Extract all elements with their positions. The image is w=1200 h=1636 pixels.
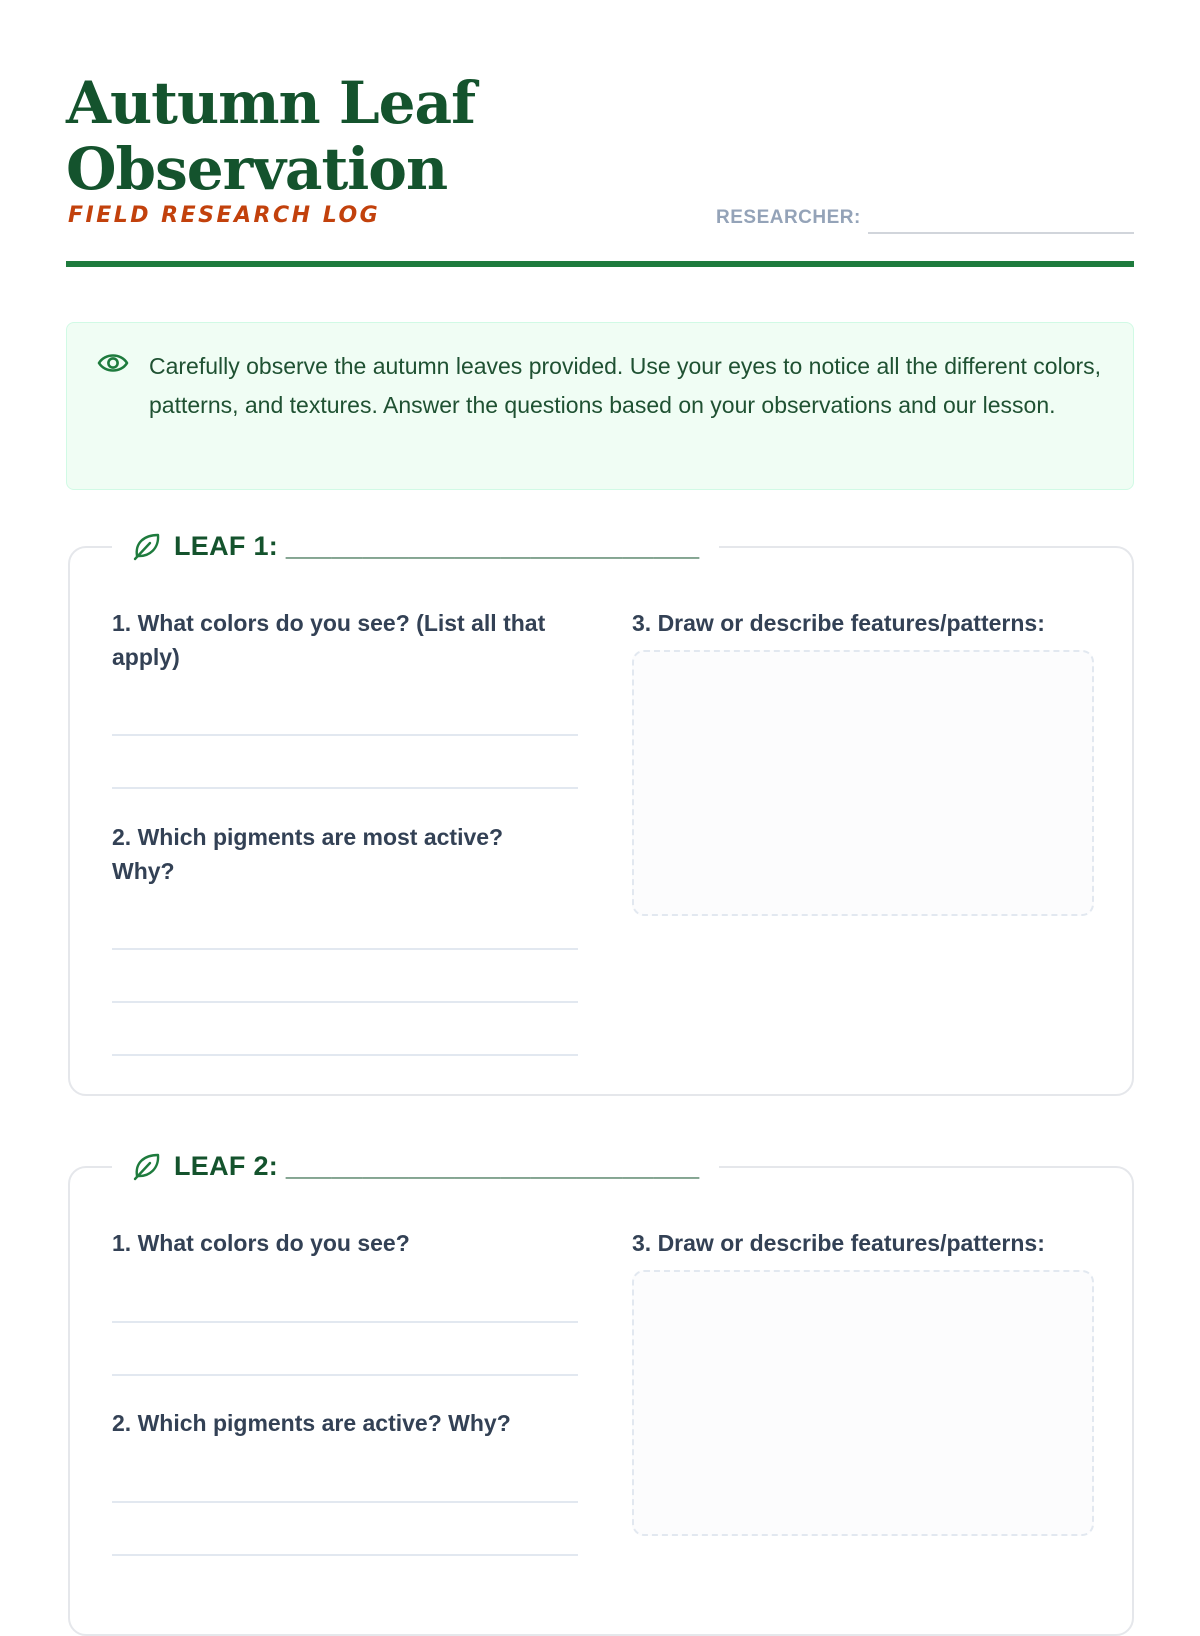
- question-colors: 1. What colors do you see?: [112, 1230, 410, 1256]
- answer-line[interactable]: [112, 1001, 578, 1003]
- answer-line[interactable]: [112, 1374, 578, 1376]
- leaf-card-2: [68, 1150, 1134, 1636]
- instructions-text: Carefully observe the autumn leaves provided. Use your eyes to notice all the different colors, patterns, and textures. Answer the questions based on your observations and our lesson.: [149, 353, 1102, 418]
- leaf-card-header: [112, 1144, 719, 1188]
- question-colors: 1. What colors do you see? (List all that apply): [112, 610, 546, 670]
- answer-line[interactable]: [112, 1501, 578, 1503]
- researcher-label: RESEARCHER:: [716, 207, 861, 228]
- instructions-box: [66, 322, 1134, 490]
- answer-line[interactable]: [112, 787, 578, 789]
- page-title: Autumn Leaf Observation: [66, 69, 476, 203]
- leaf-icon: [132, 1151, 162, 1181]
- leaf-label: LEAF 1: ___________________________: [174, 530, 700, 561]
- question-pigments: 2. Which pigments are active? Why?: [112, 1410, 511, 1436]
- answer-line[interactable]: [112, 734, 578, 736]
- drawing-area[interactable]: [632, 650, 1094, 916]
- leaf-icon: [132, 531, 162, 561]
- question-pigments: 2. Which pigments are most active? Why?: [112, 824, 504, 884]
- header-divider: [66, 261, 1134, 267]
- answer-line[interactable]: [112, 1321, 578, 1323]
- answer-line[interactable]: [112, 948, 578, 950]
- drawing-area[interactable]: [632, 1270, 1094, 1536]
- answer-line[interactable]: [112, 1054, 578, 1056]
- researcher-name-field[interactable]: [868, 232, 1134, 234]
- leaf-label: LEAF 2: ___________________________: [174, 1150, 700, 1181]
- leaf-card-1: [68, 530, 1134, 1096]
- answer-line[interactable]: [112, 1554, 578, 1556]
- page-subtitle: FIELD RESEARCH LOG: [68, 203, 381, 228]
- eye-icon: [97, 351, 129, 375]
- question-features: 3. Draw or describe features/patterns:: [632, 1230, 1045, 1256]
- leaf-card-header: [112, 524, 719, 568]
- question-features: 3. Draw or describe features/patterns:: [632, 610, 1045, 636]
